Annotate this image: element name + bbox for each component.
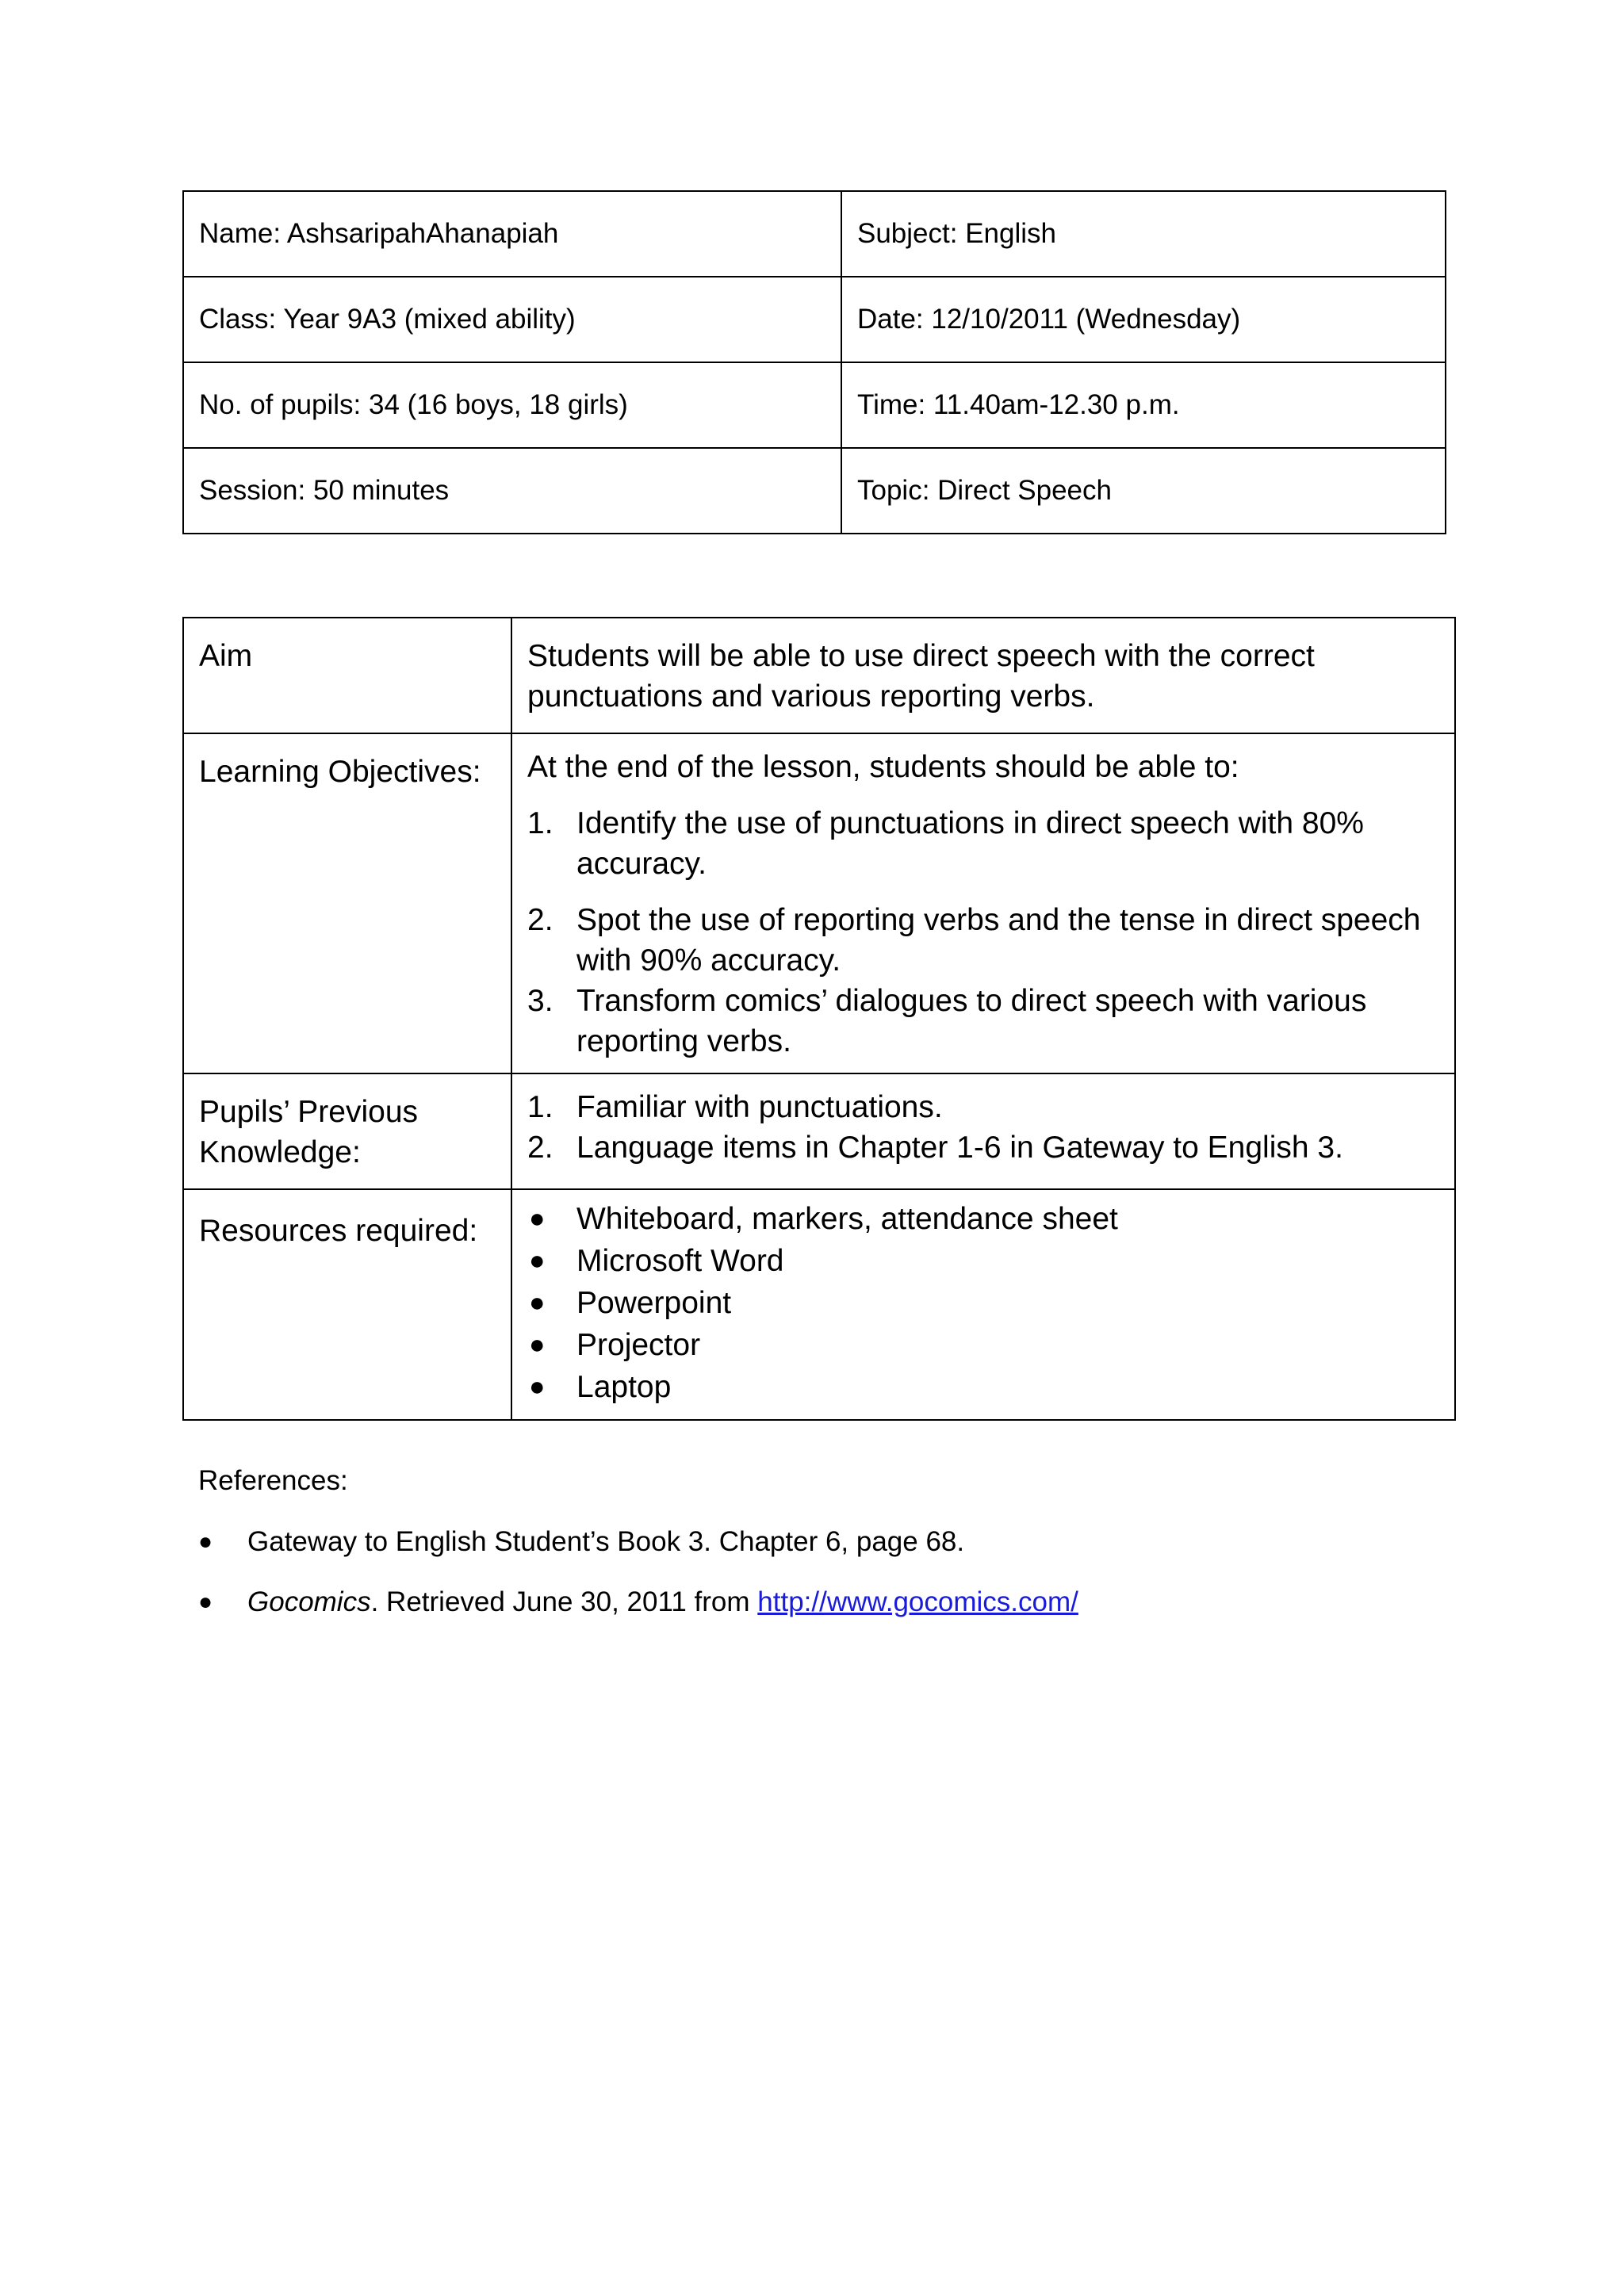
reference-link[interactable]: http://www.gocomics.com/: [757, 1586, 1078, 1617]
session-cell: Session: 50 minutes: [183, 448, 841, 534]
list-item: [198, 1524, 1467, 1560]
list-item: [527, 1127, 1438, 1168]
item-text: Language items in Chapter 1-6 in Gateway to English 3.: [576, 1131, 1343, 1165]
previous-knowledge-row: [183, 1073, 1455, 1189]
resources-row: [183, 1189, 1455, 1420]
list-item: [198, 1584, 1467, 1621]
reference-book: Gateway to English Student’s Book 3. Chapter 6, page 68.: [247, 1526, 965, 1557]
item-number: 2.: [527, 1131, 553, 1165]
teacher-name-cell: Name: AshsaripahAhanapiah: [183, 191, 841, 277]
lesson-info-table: [182, 190, 1446, 534]
objectives-lead: At the end of the lesson, students should be able to:: [527, 750, 1239, 784]
references-section: [198, 1465, 1467, 1644]
item-text: Whiteboard, markers, attendance sheet: [576, 1202, 1118, 1236]
table-row: [183, 448, 1446, 534]
bullet-icon: ●: [529, 1288, 546, 1318]
list-item: [527, 900, 1438, 981]
lesson-details-table: [182, 617, 1456, 1421]
references-title: References:: [198, 1465, 348, 1496]
list-item: [527, 1087, 1438, 1127]
item-text: Laptop: [576, 1370, 672, 1404]
previous-knowledge-list: [527, 1087, 1438, 1168]
item-number: 2.: [527, 903, 553, 937]
bullet-icon: ●: [529, 1246, 546, 1276]
resources-label: Resources required:: [183, 1189, 511, 1420]
item-text: Identify the use of punctuations in direct speech with 80% accuracy.: [576, 806, 1364, 881]
item-text: Microsoft Word: [576, 1244, 784, 1278]
objectives-label: Learning Objectives:: [183, 733, 511, 1073]
objectives-row: [183, 733, 1455, 1073]
bullet-icon: ●: [198, 1589, 213, 1615]
list-item: [527, 981, 1438, 1062]
item-number: 1.: [527, 1090, 553, 1124]
item-text: Projector: [576, 1328, 701, 1362]
item-number: 3.: [527, 984, 553, 1018]
resources-content: [511, 1189, 1455, 1420]
table-row: [183, 191, 1446, 277]
time-cell: Time: 11.40am-12.30 p.m.: [841, 362, 1446, 448]
bullet-icon: ●: [529, 1372, 546, 1402]
subject-cell: Subject: English: [841, 191, 1446, 277]
list-item: [527, 1198, 1438, 1240]
bullet-icon: ●: [529, 1203, 546, 1234]
item-text: Familiar with punctuations.: [576, 1090, 943, 1124]
resources-list: [527, 1198, 1438, 1408]
item-text: Transform comics’ dialogues to direct speech with various reporting verbs.: [576, 984, 1367, 1058]
objectives-content: [511, 733, 1455, 1073]
table-row: [183, 277, 1446, 362]
previous-knowledge-label: Pupils’ Previous Knowledge:: [183, 1073, 511, 1189]
reference-web-text: . Retrieved June 30, 2011 from: [370, 1586, 758, 1617]
pupils-count-cell: No. of pupils: 34 (16 boys, 18 girls): [183, 362, 841, 448]
item-text: Powerpoint: [576, 1286, 732, 1320]
previous-knowledge-content: [511, 1073, 1455, 1189]
table-row: [183, 362, 1446, 448]
references-list: [198, 1524, 1467, 1621]
aim-row: [183, 618, 1455, 733]
list-item: [527, 1324, 1438, 1366]
list-item: [527, 1240, 1438, 1282]
bullet-icon: ●: [198, 1529, 213, 1555]
aim-label: Aim: [183, 618, 511, 733]
list-item: [527, 803, 1438, 884]
item-number: 1.: [527, 806, 553, 840]
item-text: Spot the use of reporting verbs and the tense in direct speech with 90% accuracy.: [576, 903, 1421, 978]
class-cell: Class: Year 9A3 (mixed ability): [183, 277, 841, 362]
aim-text: Students will be able to use direct speech with the correct punctuations and various reporting verbs.: [511, 618, 1455, 733]
list-item: [527, 1366, 1438, 1408]
date-cell: Date: 12/10/2011 (Wednesday): [841, 277, 1446, 362]
list-item: [527, 1282, 1438, 1324]
reference-web-title: Gocomics: [247, 1586, 371, 1617]
objectives-list: [527, 803, 1438, 1062]
topic-cell: Topic: Direct Speech: [841, 448, 1446, 534]
bullet-icon: ●: [529, 1330, 546, 1360]
